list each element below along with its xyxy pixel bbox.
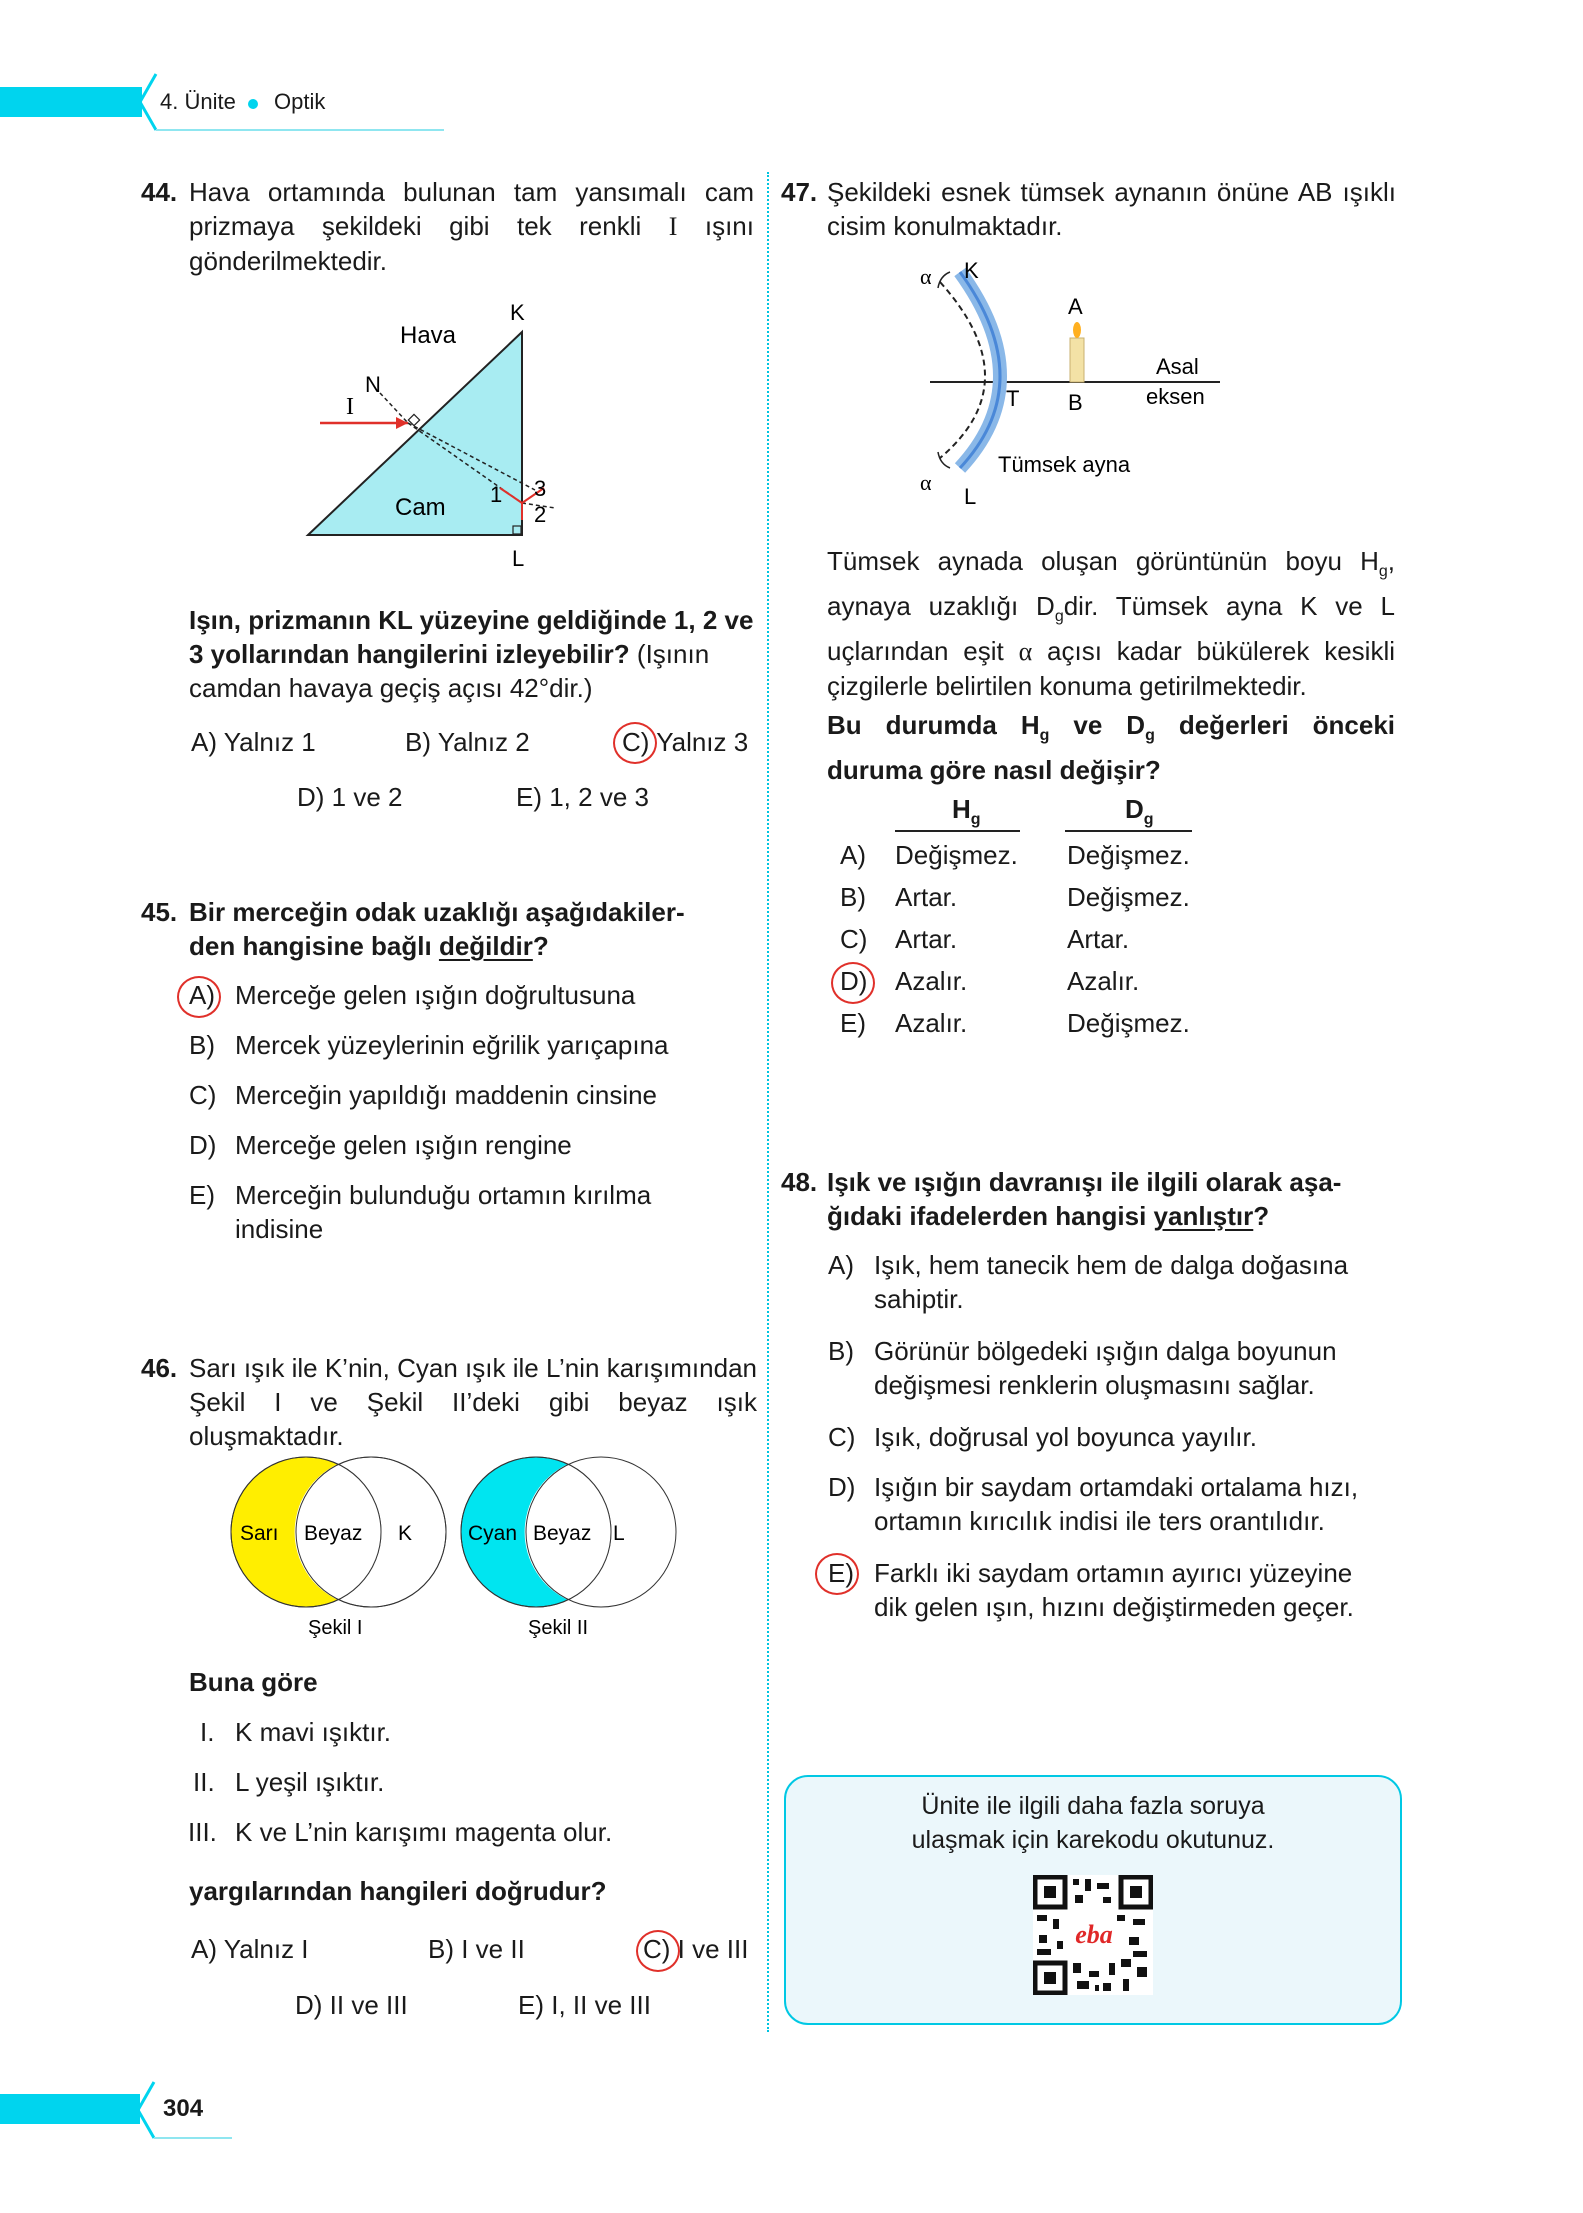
label-yellow: Sarı — [240, 1522, 279, 1545]
label-1: 1 — [490, 482, 503, 507]
q47-option-b[interactable]: B) Artar. Değişmez. — [840, 882, 1190, 912]
q48-option-c[interactable]: C) Işık, doğrusal yol boyunca yayılır. — [828, 1422, 1257, 1452]
q46-option-a[interactable]: A) Yalnız I — [191, 1934, 309, 1964]
q45-option-b[interactable]: B) Mercek yüzeylerinin eğrilik yarıçapına — [189, 1030, 669, 1060]
question-text: Işık ve ışığın davranışı ile ilgili olarak aşa- ğıdaki ifadelerden hangisi yanlıştır? — [827, 1167, 1342, 1231]
qr-info-box — [784, 1775, 1402, 2025]
label-A: A — [1068, 294, 1083, 319]
label-2: 2 — [534, 502, 547, 527]
eba-logo: eba — [1075, 1920, 1113, 1949]
question-48 — [781, 1165, 1401, 1233]
q44-option-b[interactable]: B) Yalnız 2 — [405, 727, 530, 757]
label-B: B — [1068, 390, 1083, 415]
q48-option-e[interactable]: E) Farklı iki saydam ortamın ayırıcı yüzeyine dik gelen ışın, hızını değiştirmeden geçer. — [828, 1558, 1354, 1622]
page-number: 304 — [163, 2095, 204, 2122]
q48-option-a[interactable]: A) Işık, hem tanecik hem de dalga doğasına sahiptir. — [828, 1250, 1349, 1314]
q47-option-d[interactable]: D) Azalır. Azalır. — [840, 966, 1140, 996]
footer-bar — [0, 2094, 140, 2124]
question-47 — [781, 175, 1396, 243]
label-K: K — [510, 300, 525, 325]
question-number: 46. — [141, 1353, 178, 1383]
question-text: Sarı ışık ile K’nin, Cyan ışık ile L’nin karışımından Şekil I ve Şekil II’deki gibi beyaz ışık oluşmaktadır. — [189, 1353, 757, 1451]
label-K: K — [964, 258, 979, 283]
label-L: L — [964, 484, 977, 509]
q46-option-e[interactable]: E) I, II ve III — [518, 1990, 651, 2020]
column-rule — [895, 830, 1020, 832]
q44-option-a[interactable]: A) Yalnız 1 — [191, 727, 316, 757]
q47-option-a[interactable]: A) Değişmez. Değişmez. — [840, 840, 1190, 870]
question-number: 48. — [781, 1167, 818, 1197]
column-rule — [1065, 830, 1192, 832]
label-I: I — [346, 394, 354, 420]
q45-option-e[interactable]: E) Merceğin bulunduğu ortamın kırılma indisine — [189, 1180, 652, 1244]
q48-option-d[interactable]: D) Işığın bir saydam ortamdaki ortalama hızı, ortamın kırıcılık indisi ile ters orantılıdır. — [828, 1472, 1359, 1536]
question-45 — [141, 895, 761, 963]
question-text: Bir merceğin odak uzaklığı aşağıdakiler- den hangisine bağlı değildir? — [189, 897, 685, 961]
label-3: 3 — [534, 476, 547, 501]
label-glass: Cam — [395, 494, 446, 521]
q44-option-e[interactable]: E) 1, 2 ve 3 — [516, 782, 649, 812]
statement-3: III. K ve L’nin karışımı magenta olur. — [188, 1817, 613, 1847]
label-K: K — [398, 1522, 413, 1545]
q47-prompt: Bu durumda $H_g$ ve $D_g$ değerleri önceki duruma göre nasıl değişir? — [827, 710, 1396, 786]
q48-option-b[interactable]: B) Görünür bölgedeki ışığın dalga boyunun değişmesi renklerin oluşmasını sağlar. — [828, 1336, 1337, 1400]
q44-prompt: Işın, prizmanın KL yüzeyine geldiğinde 1, 2 ve 3 yollarından hangilerini izleyebilir? (Işının camdan havaya geçiş açısı 42°dir.) — [189, 605, 754, 703]
q47-paragraph: Tümsek aynada oluşan görüntünün boyu $H_g$, aynaya uzaklığı $D_gdir$. Tümsek ayna K ve L uçlarından eşit α açısı kadar bükülerek kesikli çizgilerle belirtilen konuma getirilmektedir. — [827, 546, 1395, 702]
color-mix-figure — [218, 1455, 698, 1655]
qr-line1: Ünite ile ilgili daha fazla soruya — [921, 1792, 1265, 1820]
q47-option-e[interactable]: E) Azalır. Değişmez. — [840, 1008, 1190, 1038]
label-white: Beyaz — [304, 1522, 363, 1545]
statement-1: I. K mavi ışıktır. — [200, 1717, 392, 1747]
answer-circle — [613, 722, 657, 764]
label-alpha-top: α — [920, 264, 932, 289]
question-number: 44. — [141, 177, 178, 207]
question-number: 45. — [141, 897, 178, 927]
question-number: 47. — [781, 177, 818, 207]
label-L: L — [512, 546, 525, 571]
q46-option-c[interactable]: C) I ve III — [643, 1934, 749, 1964]
question-text: Hava ortamında bulunan tam yansımalı cam prizmaya şekildeki gibi tek renkli I ışını gönderilmektedir. — [189, 177, 754, 276]
candle — [1070, 338, 1084, 382]
label-mirror: Tümsek ayna — [998, 452, 1131, 477]
question-44 — [141, 175, 754, 278]
question-text: Şekildeki esnek tümsek aynanın önüne AB ışıklı cisim konulmaktadır. — [827, 177, 1396, 241]
label-T: T — [1006, 386, 1020, 411]
question-46 — [141, 1351, 757, 1453]
statement-2: II. L yeşil ışıktır. — [193, 1767, 385, 1797]
header-topic: Optik — [274, 89, 326, 114]
column-header-h: $H_g$ — [952, 794, 981, 829]
qr-line2: ulaşmak için karekodu okutunuz. — [911, 1826, 1275, 1854]
label-L: L — [613, 1522, 625, 1545]
label-cyan: Cyan — [468, 1522, 518, 1545]
q46-lead: Buna göre — [189, 1667, 318, 1697]
column-header-d: $D_g$ — [1125, 794, 1154, 829]
label-white: Beyaz — [533, 1522, 592, 1545]
q44-option-d[interactable]: D) 1 ve 2 — [297, 782, 403, 812]
q44-option-c[interactable]: C) Yalnız 3 — [622, 727, 749, 757]
label-axis: Asal — [1156, 354, 1199, 379]
q46-option-b[interactable]: B) I ve II — [428, 1934, 525, 1964]
q47-option-c[interactable]: C) Artar. Artar. — [840, 924, 1130, 954]
q46-prompt: yargılarından hangileri doğrudur? — [189, 1876, 607, 1906]
header-dot — [248, 99, 258, 109]
label-N: N — [365, 372, 381, 397]
q45-option-a[interactable]: A) Merceğe gelen ışığın doğrultusuna — [189, 980, 636, 1010]
column-divider — [767, 172, 769, 2032]
q46-option-d[interactable]: D) II ve III — [295, 1990, 408, 2020]
qr-code[interactable] — [1033, 1875, 1153, 1995]
convex-mirror-figure — [920, 258, 1240, 518]
caption-fig1: Şekil I — [308, 1617, 363, 1639]
answer-circle — [636, 1930, 680, 1972]
caption-fig2: Şekil II — [528, 1617, 589, 1639]
header-unit: 4. Ünite — [160, 89, 236, 114]
q45-option-c[interactable]: C) Merceğin yapıldığı maddenin cinsine — [189, 1080, 658, 1110]
prism-figure — [300, 290, 580, 580]
label-alpha-bottom: α — [920, 470, 932, 495]
header-bar — [0, 87, 142, 117]
q45-option-d[interactable]: D) Merceğe gelen ışığın rengine — [189, 1130, 572, 1160]
label-air: Hava — [400, 322, 457, 349]
label-axis: eksen — [1146, 384, 1205, 409]
